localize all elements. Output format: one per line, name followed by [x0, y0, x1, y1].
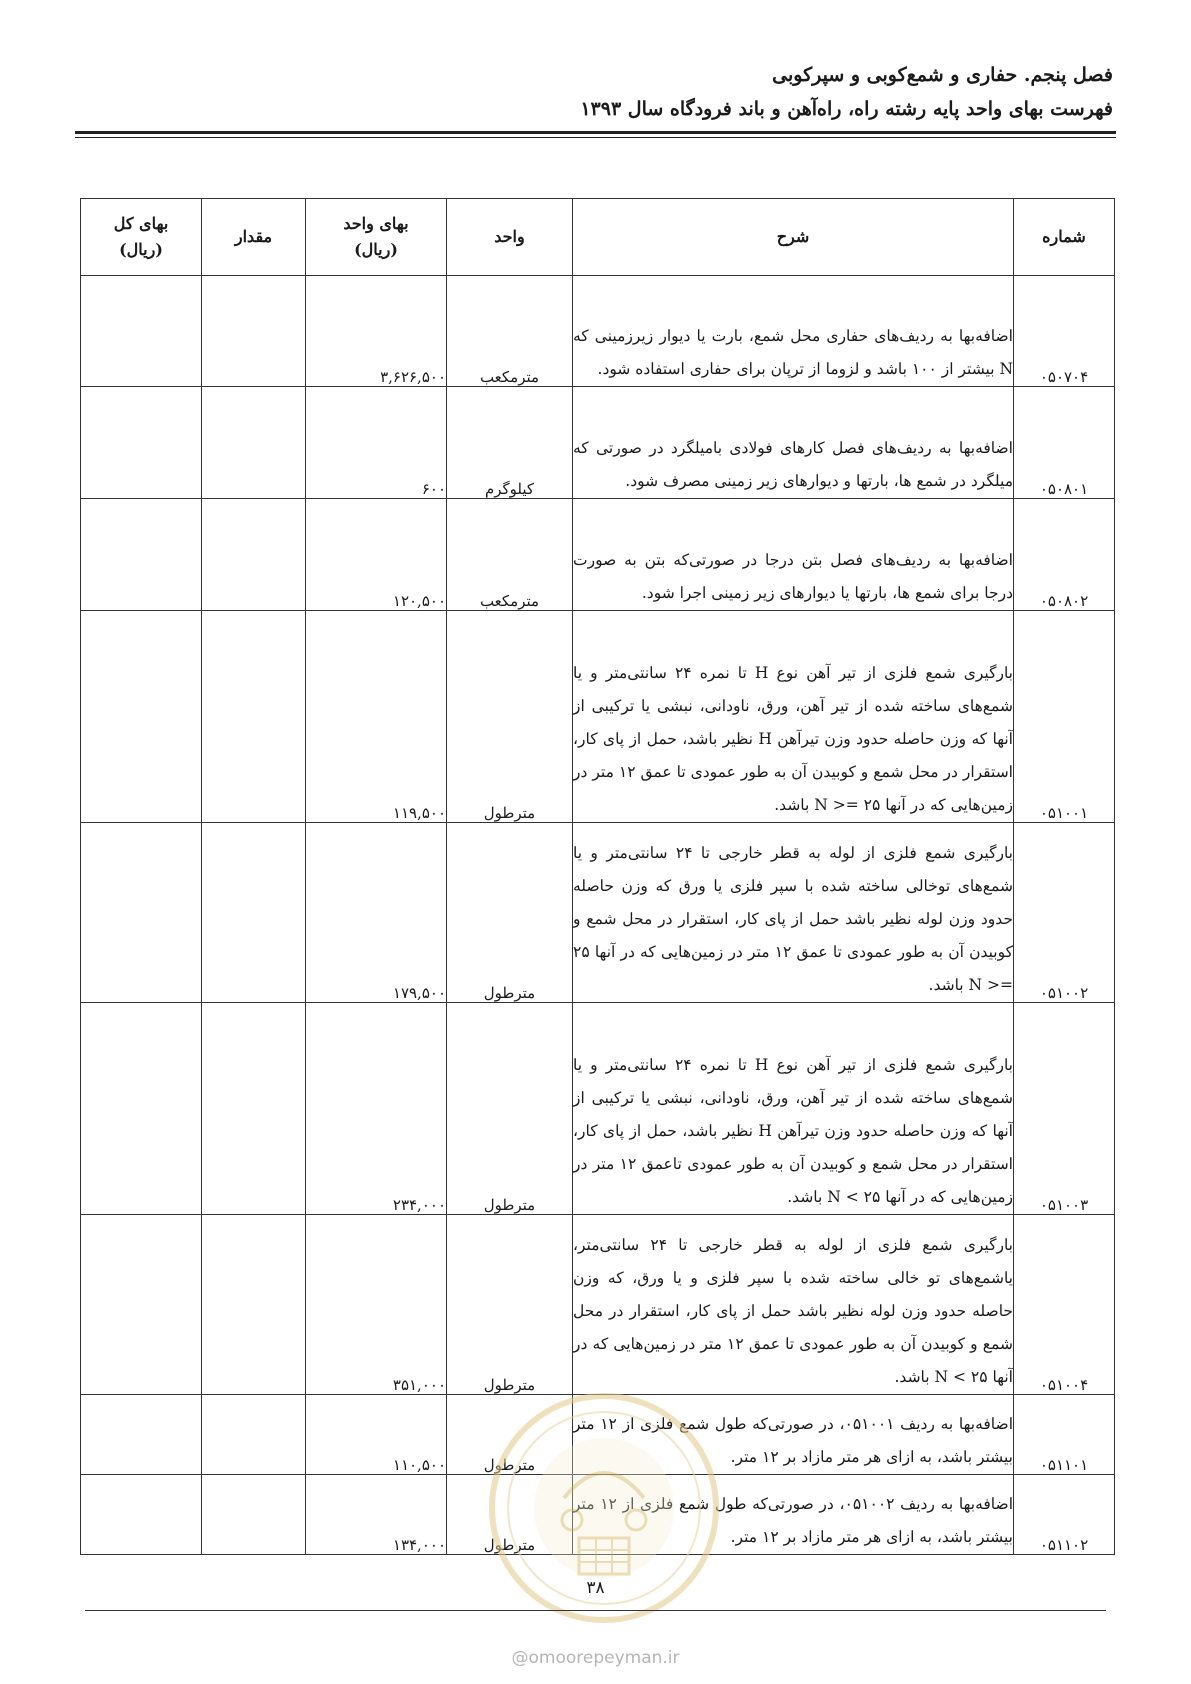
row-quantity — [202, 499, 306, 611]
row-code: ۰۵۱۰۰۱ — [1014, 611, 1115, 823]
row-total-price — [81, 1475, 202, 1555]
row-quantity — [202, 611, 306, 823]
row-description: بارگیری شمع فلزی از لوله به قطر خارجی تا ۲۴ سانتی‌متر و یا شمع‌های توخالی ساخته شده با سپر فلزی یا ورق که وزن حاصله حدود وزن لوله نظیر باشد حمل از پای کار، استقرار در محل شمع و کوبیدن آن به طور عمودی تا عمق ۱۲ متر در زمین‌هایی که در آنها ۲۵ =< N باشد. — [573, 823, 1014, 1003]
header-unit-price — [306, 199, 447, 276]
row-description: اضافه‌بها به ردیف ۰۵۱۰۰۲، در صورتی‌که طول شمع فلزی از ۱۲ متر بیشتر باشد، به ازای هر متر مازاد بر ۱۲ متر. — [573, 1475, 1014, 1555]
row-unit: مترطول — [447, 611, 573, 823]
row-code: ۰۵۱۱۰۱ — [1014, 1395, 1115, 1475]
header-total-price-label: بهای کل — [113, 214, 169, 233]
table-row — [81, 387, 1115, 499]
row-quantity — [202, 1215, 306, 1395]
row-total-price — [81, 387, 202, 499]
row-unit-price: ۱۱۰,۵۰۰ — [306, 1395, 447, 1475]
row-description: اضافه‌بها به ردیف ۰۵۱۰۰۱، در صورتی‌که طول شمع فلزی از ۱۲ متر بیشتر باشد، به ازای هر متر مازاد بر ۱۲ متر. — [573, 1395, 1014, 1475]
header-total-price — [81, 199, 202, 276]
row-unit: مترمکعب — [447, 276, 573, 387]
row-unit: مترطول — [447, 823, 573, 1003]
row-code: ۰۵۱۰۰۲ — [1014, 823, 1115, 1003]
row-quantity — [202, 1395, 306, 1475]
row-unit-price: ۱۲۰,۵۰۰ — [306, 499, 447, 611]
row-unit: مترطول — [447, 1475, 573, 1555]
row-quantity — [202, 1475, 306, 1555]
table-row — [81, 1215, 1115, 1395]
row-unit-price: ۳,۶۲۶,۵۰۰ — [306, 276, 447, 387]
header-unit-price-currency: (ریال) — [354, 240, 398, 259]
row-quantity — [202, 276, 306, 387]
row-unit: کیلوگرم — [447, 387, 573, 499]
row-total-price — [81, 611, 202, 823]
header-description: شرح — [573, 199, 1014, 276]
row-description: بارگیری شمع فلزی از تیر آهن نوع H تا نمره ۲۴ سانتی‌متر و یا شمع‌های ساخته شده از تیر آهن، ورق، ناودانی، نبشی یا ترکیبی از آنها که وزن حاصله حدود وزن تیرآهن H نظیر باشد، حمل از پای کار، استقرار در محل شمع و کوبیدن آن به طور عمودی تاعمق ۱۲ متر در زمین‌هایی که در آنها ۲۵ > N باشد. — [573, 1003, 1014, 1215]
chapter-title: فصل پنجم. حفاری و شمع‌کوبی و سپرکوبی — [772, 64, 1113, 86]
row-description: اضافه‌بها به ردیف‌های فصل کارهای فولادی بامیلگرد در صورتی که میلگرد در شمع ها، بارتها و دیوارهای زیر زمینی مصرف شود. — [573, 387, 1014, 499]
row-description: بارگیری شمع فلزی از لوله به قطر خارجی تا ۲۴ سانتی‌متر، یاشمع‌های تو خالی ساخته شده با سپر فلزی و یا ورق، که وزن حاصله حدود وزن لوله نظیر باشد حمل از پای کار، استقرار در محل شمع و کوبیدن آن به طور عمودی تا عمق ۱۲ متر در زمین‌هایی که در آنها ۲۵ > N باشد. — [573, 1215, 1014, 1395]
header-total-price-currency: (ریال) — [119, 240, 163, 259]
row-unit-price: ۶۰۰ — [306, 387, 447, 499]
row-total-price — [81, 1215, 202, 1395]
table-row — [81, 499, 1115, 611]
row-unit: مترطول — [447, 1003, 573, 1215]
header-quantity: مقدار — [202, 199, 306, 276]
table-header-row — [81, 199, 1115, 276]
row-code: ۰۵۱۱۰۲ — [1014, 1475, 1115, 1555]
table-row — [81, 611, 1115, 823]
row-code: ۰۵۰۷۰۴ — [1014, 276, 1115, 387]
header-rule-thin — [75, 137, 1116, 138]
row-unit-price: ۳۵۱,۰۰۰ — [306, 1215, 447, 1395]
page-header — [78, 58, 1113, 126]
row-code: ۰۵۰۸۰۲ — [1014, 499, 1115, 611]
price-list-table — [80, 198, 1115, 1555]
row-unit: مترطول — [447, 1395, 573, 1475]
row-total-price — [81, 1003, 202, 1215]
row-code: ۰۵۱۰۰۳ — [1014, 1003, 1115, 1215]
table-row — [81, 1475, 1115, 1555]
row-quantity — [202, 823, 306, 1003]
table-row — [81, 1003, 1115, 1215]
row-unit-price: ۱۱۹,۵۰۰ — [306, 611, 447, 823]
row-total-price — [81, 276, 202, 387]
table-row — [81, 276, 1115, 387]
watermark-url: @omoorepeyman.ir — [511, 1648, 680, 1668]
row-total-price — [81, 499, 202, 611]
row-unit: مترمکعب — [447, 499, 573, 611]
table-row — [81, 1395, 1115, 1475]
row-description: اضافه‌بها به ردیف‌های فصل بتن درجا در صورتی‌که بتن به صورت درجا برای شمع ها، بارتها یا دیوارهای زیر زمینی اجرا شود. — [573, 499, 1014, 611]
header-unit-price-label: بهای واحد — [343, 214, 409, 233]
header-unit: واحد — [447, 199, 573, 276]
row-quantity — [202, 387, 306, 499]
price-list-title: فهرست بهای واحد پایه رشته راه، راه‌آهن و باند فرودگاه سال ۱۳۹۳ — [580, 98, 1113, 120]
row-code: ۰۵۱۰۰۴ — [1014, 1215, 1115, 1395]
row-unit-price: ۱۷۹,۵۰۰ — [306, 823, 447, 1003]
row-unit-price: ۲۳۴,۰۰۰ — [306, 1003, 447, 1215]
row-description: بارگیری شمع فلزی از تیر آهن نوع H تا نمره ۲۴ سانتی‌متر و یا شمع‌های ساخته شده از تیر آهن، ورق، ناودانی، نبشی یا ترکیبی از آنها که وزن حاصله حدود وزن تیرآهن H نظیر باشد، حمل از پای کار، استقرار در محل شمع و کوبیدن آن به طور عمودی تا عمق ۱۲ متر در زمین‌هایی که در آنها ۲۵ =< N باشد. — [573, 611, 1014, 823]
row-unit: مترطول — [447, 1215, 573, 1395]
header-code: شماره — [1014, 199, 1115, 276]
row-quantity — [202, 1003, 306, 1215]
row-code: ۰۵۰۸۰۱ — [1014, 387, 1115, 499]
row-total-price — [81, 1395, 202, 1475]
row-description: اضافه‌بها به ردیف‌های حفاری محل شمع، بارت یا دیوار زیرزمینی که N بیشتر از ۱۰۰ باشد و لزوما از ترپان برای حفاری استفاده شود. — [573, 276, 1014, 387]
table-row — [81, 823, 1115, 1003]
row-unit-price: ۱۳۴,۰۰۰ — [306, 1475, 447, 1555]
header-rule-thick — [75, 131, 1116, 134]
row-total-price — [81, 823, 202, 1003]
footer-rule — [85, 1610, 1106, 1611]
page-number: ۳۸ — [586, 1578, 605, 1598]
